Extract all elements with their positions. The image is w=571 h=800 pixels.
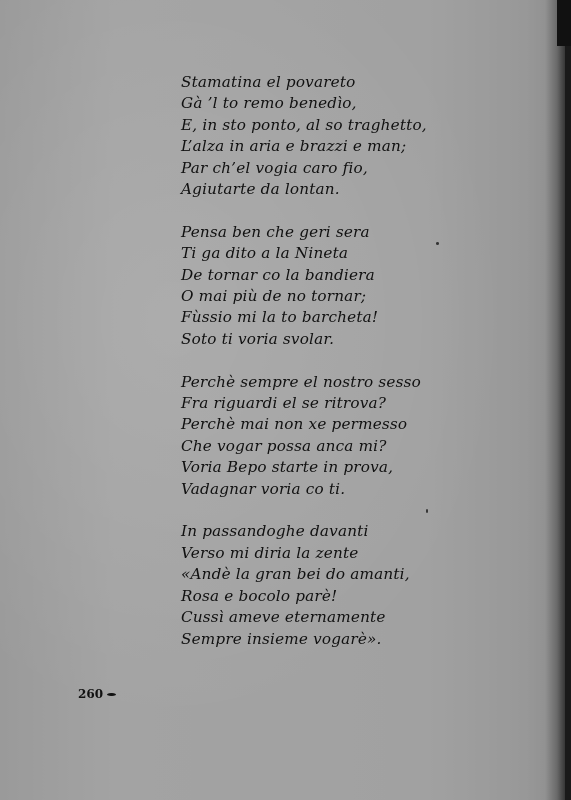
verse-line: In passandoghe davanti (181, 522, 369, 541)
verse-line: Vadagnar voria co ti. (181, 479, 346, 498)
verse-line: Perchè sempre el nostro sesso (181, 372, 421, 391)
verse-line: E, in sto ponto, al so traghetto, (181, 115, 427, 134)
stanza-4 (181, 521, 521, 649)
stanza-3 (181, 372, 521, 500)
verse-line: Rosa e bocolo parè! (181, 586, 338, 605)
verse-line: Verso mi diria la zente (181, 543, 359, 562)
page-corner (557, 0, 571, 46)
verse-line: Sempre insieme vogarè». (181, 629, 382, 648)
verse-line: Soto ti voria svolar. (181, 329, 335, 348)
verse-line: Ti ga dito a la Nineta (181, 244, 349, 263)
page-footer (78, 687, 116, 701)
poem (181, 72, 521, 650)
verse-line: L’alza in aria e brazzi e man; (181, 137, 407, 156)
verse-line: Agiutarte da lontan. (181, 180, 340, 199)
verse-line: De tornar co la bandiera (181, 265, 375, 284)
spine-edge (565, 0, 571, 800)
verse-line: Par ch’el vogia caro fio, (181, 158, 368, 177)
verse-line: O mai più de no tornar; (181, 287, 367, 306)
verse-line: Cussì ameve eternamente (181, 608, 386, 627)
verse-line: Gà ’l to remo benedìo, (181, 94, 357, 113)
verse-line: Perchè mai non xe permesso (181, 415, 408, 434)
verse-line: Fùssio mi la to barcheta! (181, 308, 379, 327)
page-number: 260 (78, 687, 104, 701)
verse-line: Pensa ben che geri sera (181, 222, 370, 241)
stanza-2 (181, 222, 521, 350)
verse-line: Stamatina el povareto (181, 73, 356, 91)
stanza-1 (181, 72, 521, 200)
verse-line: «Andè la gran bei do amanti, (181, 565, 410, 584)
verse-line: Che vogar possa anca mi? (181, 436, 387, 455)
verse-line: Fra riguardi el se ritrova? (181, 394, 387, 413)
ornament-icon (107, 692, 116, 697)
verse-line: Voria Bepo starte in prova, (181, 458, 394, 477)
